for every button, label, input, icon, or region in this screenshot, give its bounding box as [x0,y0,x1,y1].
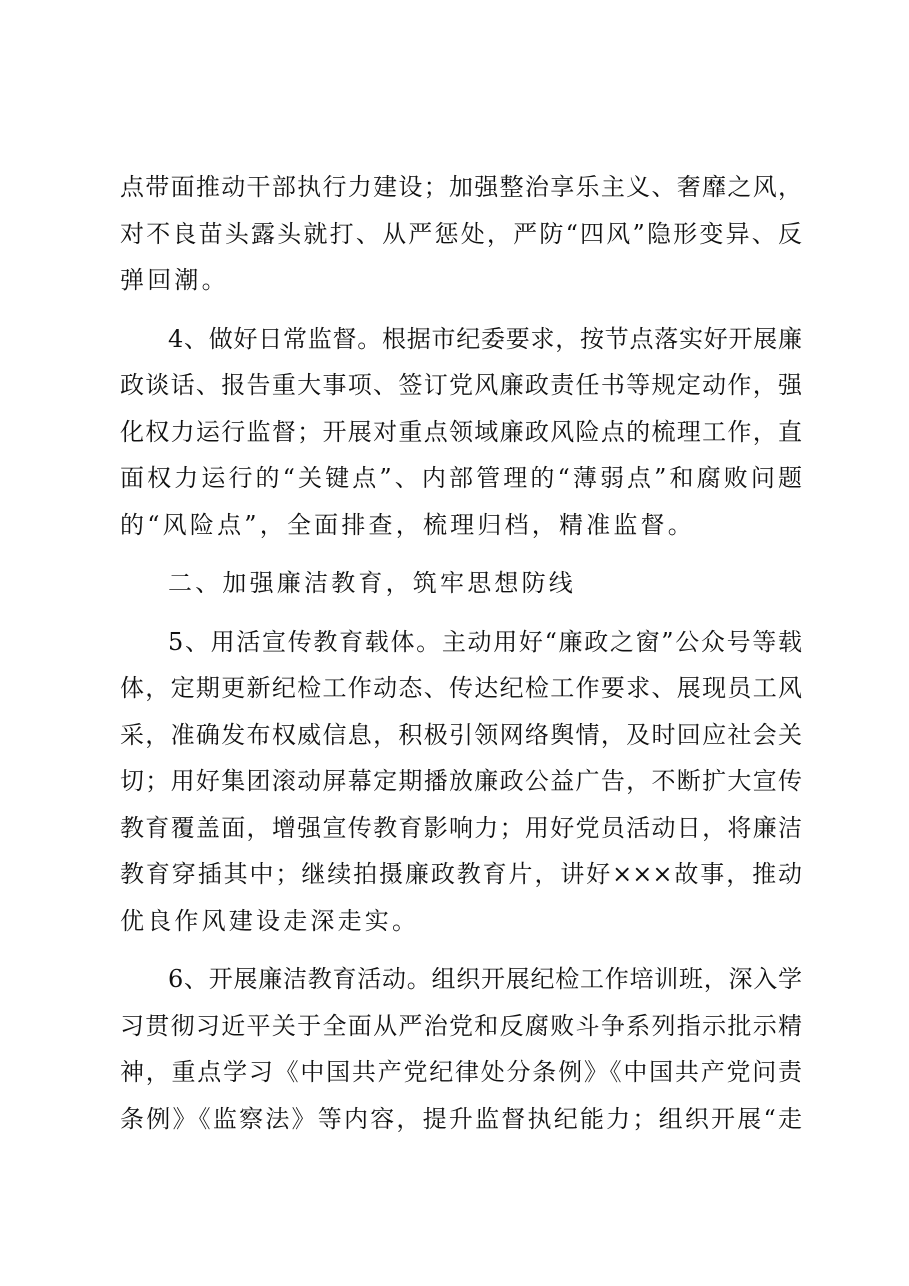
text-line: 体，定期更新纪检工作动态、传达纪检工作要求、展现员工风 [120,674,802,702]
text-line: 的“风险点”，全面排查，梳理归档，精准监督。 [120,511,695,539]
text-line: 化权力运行监督；开展对重点领域廉政风险点的梳理工作，直 [120,418,802,446]
text-line: 切；用好集团滚动屏幕定期播放廉政公益广告，不断扩大宣传 [120,767,802,795]
text-line: 4、做好日常监督。根据市纪委要求，按节点落实好开展廉 [168,325,802,353]
text-line: 点带面推动干部执行力建设；加强整治享乐主义、奢靡之风， [120,173,802,201]
text-line: 教育覆盖面，增强宣传教育影响力；用好党员活动日，将廉洁 [120,814,802,842]
text-line: 优良作风建设走深走实。 [120,907,420,935]
text-line: 5、用活宣传教育载体。主动用好“廉政之窗”公众号等载 [168,628,802,656]
text-line: 弹回潮。 [120,266,229,294]
text-line: 政谈话、报告重大事项、签订党风廉政责任书等规定动作，强 [120,371,802,399]
text-line: 教育穿插其中；继续拍摄廉政教育片，讲好×××故事，推动 [120,860,802,888]
text-line: 神，重点学习《中国共产党纪律处分条例》《中国共产党问责 [120,1058,802,1086]
text-line: 6、开展廉洁教育活动。组织开展纪检工作培训班，深入学 [168,965,802,993]
text-line: 条例》《监察法》等内容，提升监督执纪能力；组织开展“走 [120,1105,802,1133]
text-line: 习贯彻习近平关于全面从严治党和反腐败斗争系列指示批示精 [120,1012,802,1040]
text-line: 面权力运行的“关键点”、内部管理的“薄弱点”和腐败问题 [120,464,802,492]
section-heading: 二、加强廉洁教育，筑牢思想防线 [168,569,576,597]
text-line: 采，准确发布权威信息，积极引领网络舆情，及时回应社会关 [120,721,802,749]
text-line: 对不良苗头露头就打、从严惩处，严防“四风”隐形变异、反 [120,220,802,248]
